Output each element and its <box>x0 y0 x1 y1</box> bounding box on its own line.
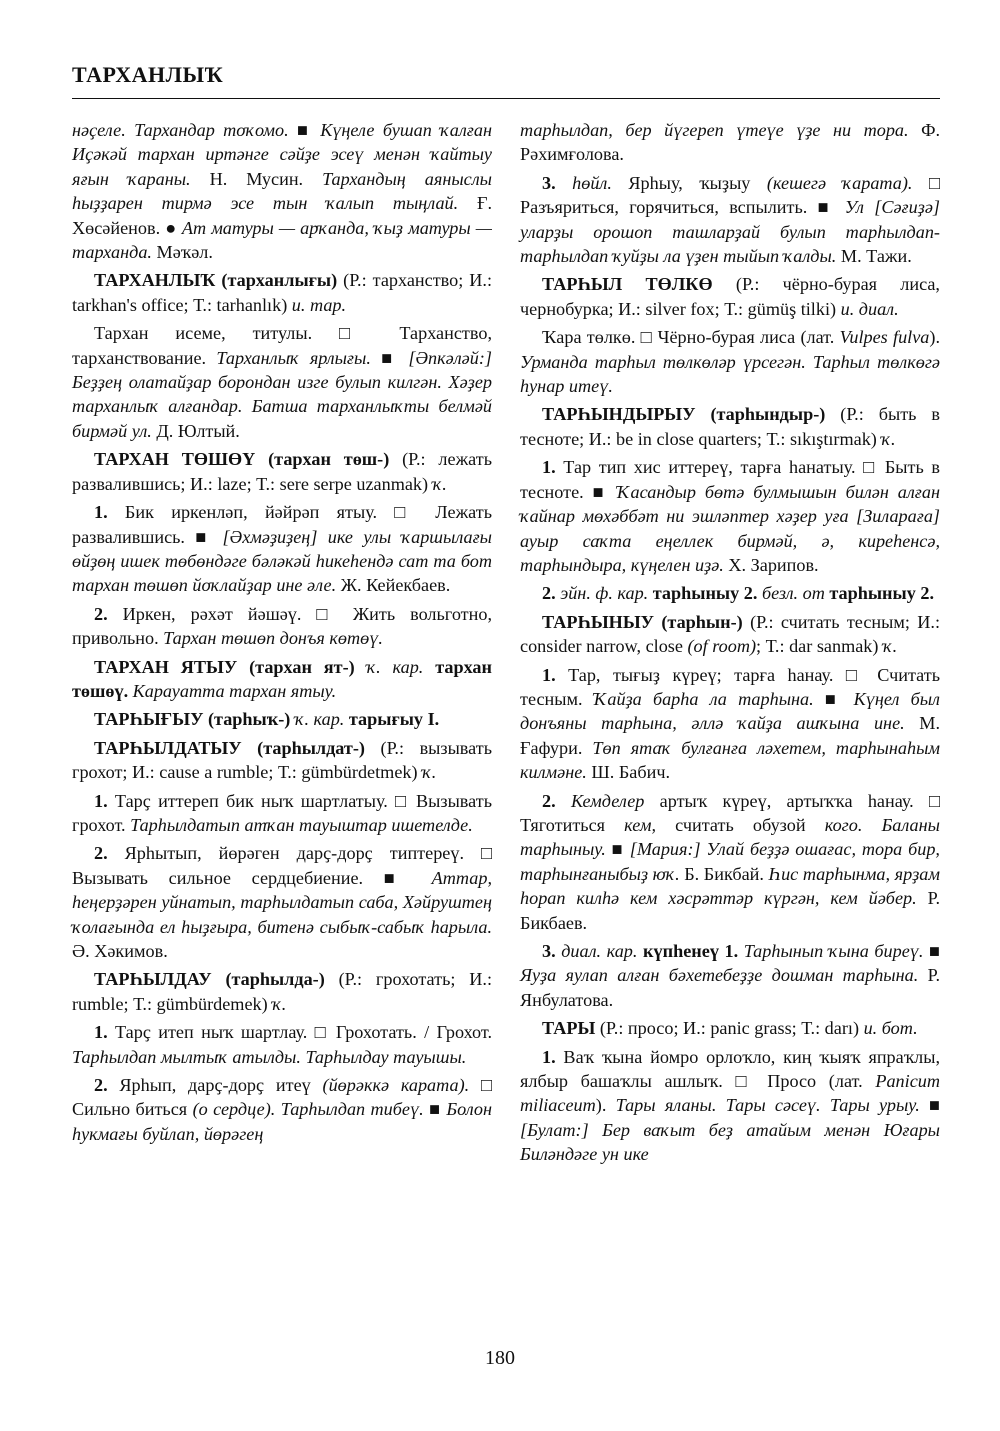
entry-paragraph: тарһылдап, бер йүгереп үтеүе үҙе ни тора. Ф. Рәхимғолова. <box>520 120 940 165</box>
entry-paragraph: ТАРҺЫНДЫРЫУ (тарһындыр-) (Р.: быть в тесноте; И.: be in close quarters; Т.: sıkıştırmak) ҡ. <box>520 404 940 449</box>
entry-paragraph: ТАРҺЫЛ ТӨЛКӨ (Р.: чёрно-бурая лиса, чернобурка; И.: silver fox; Т.: gümüş tilki) и. диал. <box>520 274 940 319</box>
entry-paragraph: ТАРХАНЛЫҠ (тарханлығы) (Р.: тарханство; И.: tarkhan's office; Т.: tarhanlık) и. тар. <box>72 270 493 315</box>
page-number: 180 <box>485 1347 515 1369</box>
entry-paragraph: 1. Тар тип хис иттереү, тарға һанатыу. □ Быть в тесноте. ■ Ҡасандыр бөтә булмышын билән алған ҡайнар мөхәббәт ни эшләптер хәҙер уға [Зилараға] ауыр саҡта еңеллек бирмәй, ә, киреһенсә, тарһындыра, күңелен иҙә. Х. Зарипов. <box>520 457 941 575</box>
entry-paragraph: 1. Бик иркенләп, йәйрәп ятыу. □ Лежать развалившись. ■ [Әхмәҙиҙең] ике улы ҡаршылағы өйҙөң ишек төбөндәге бәләкәй һикеһендә сат та бот тархан төшөп йоҡлайҙар ине әле. Ж. Кейекбаев. <box>72 502 493 596</box>
entry-paragraph: Ҡара төлкө. □ Чёрно-бурая лиса (лат. Vulpes fulva). Урманда тарһыл төлкөләр үрсегән. Тарһыл төлкөгә һунар итеү. <box>520 327 940 397</box>
entry-paragraph: Тархан исеме, титулы. □ Тарханство, тарханствование. Тарханлыҡ ярлығы. ■ [Әпкәләй:] Беҙҙең олатайҙар борондан изге булып килгән. Хәҙер тарханлыҡ алғандар. Батша тарханлыҡты белмәй бирмәй ул. Д. Юлтый. <box>72 323 492 441</box>
entry-paragraph: 1. Тарҫ итеп ныҡ шартлау. □ Грохотать. / Грохот. Тарһылдап мылтыҡ атылды. Тарһылдау тауышы. <box>72 1022 492 1067</box>
entry-paragraph: ТАРҺЫНЫУ (тарһын-) (Р.: считать тесным; И.: consider narrow, close (of room); Т.: dar sanmak) ҡ. <box>520 611 941 657</box>
entry-paragraph: 3. һөйл. Ярһыу, ҡыҙыу (кешегә ҡарата). □ Разъяриться, горячиться, вспылить. ■ Ул [Сәғиҙә] уларҙы орошоп ташларҙай булып тарһылдап-тарһылдап ҡуйҙы ла үҙен тыйып ҡалды. М. Тажи. <box>520 172 940 267</box>
entry-paragraph: ТАРХАН ЯТЫУ (тархан ят-) ҡ. кар. тархан төшөү. Карауатта тархан ятыу. <box>72 656 493 701</box>
header-rule <box>72 98 940 99</box>
entry-paragraph: 1. Тар, тығыҙ күреү; тарға һанау. □ Считать тесным. Ҡайҙа барһа ла тарһына. ■ Күңел был донъяны тарһына, әллә ҡайҙа ашҡына ине. М. Ғафури. Төп ятаҡ булғанға ләхетем, тарһынаһым килмәне. Ш. Бабич. <box>520 664 940 783</box>
entry-paragraph: 1. Ваҡ ҡына йомро орлоҡло, киң ҡыяҡ япраҡлы, ялбыр башаҡлы ашлыҡ. □ Просо (лат. Panicum miliaceum). Тары яланы. Тары сәсеү. Тары урыу. ■ [Булат:] Бер ваҡыт беҙ атайым менән Юғары Биләндәге ун ике <box>520 1046 940 1165</box>
entry-paragraph: 1. Тарҫ иттереп бик ныҡ шартлатыу. □ Вызывать грохот. Тарһылдатып атҡан тауыштар ишетелде. <box>72 790 492 835</box>
entry-paragraph: ТАРҺЫҒЫУ (тарһыҡ-) ҡ. кар. тарығыу I. <box>94 709 440 730</box>
running-head: ТАРХАНЛЫҠ <box>72 62 224 87</box>
entry-paragraph: ТАРҺЫЛДАТЫУ (тарһылдат-) (Р.: вызывать грохот; И.: cause a rumble; Т.: gümbürdetmek) ҡ. <box>72 737 492 783</box>
right-column <box>520 118 940 1171</box>
entry-paragraph: 2. Ярһып, дарҫ-дорҫ итеү (йөрәккә карата). □ Сильно биться (о сердце). Тарһылдап тибеү. ■ Болон һукмағы буйлап, йөрәгең <box>72 1075 492 1144</box>
entry-paragraph: ТАРХАН ТӨШӨҮ (тархан төш-) (Р.: лежать развалившись; И.: laze; Т.: sere serpe uzanmak) ҡ. <box>72 449 492 494</box>
entry-paragraph: 2. Ярһытып, йөрәген дарҫ-дорҫ типтереү. □ Вызывать сильное сердцебиение. ■ Аттар, һеңерҙәрен уйнатып, тарһылдатып саба, Хәйруштең ҡолағында ел һыҙғыра, битенә сыбыҡ-сабыҡ һарыла. Ә. Хәкимов. <box>72 843 492 961</box>
entry-paragraph: ТАРЫ (Р.: просо; И.: panic grass; Т.: darı) и. бот. <box>542 1018 918 1039</box>
entry-paragraph: 3. диал. кар. күпһенеү 1. Тарһынып ҡына биреү. ■ Яуҙа яулап алған бәхетебеҙҙе дошман тарһына. Р. Янбулатова. <box>520 941 940 1010</box>
entry-paragraph: ТАРҺЫЛДАУ (тарһылда-) (Р.: грохотать; И.: rumble; Т.: gümbürdemek) ҡ. <box>72 969 492 1014</box>
left-column <box>72 118 492 1150</box>
entry-paragraph: 2. Иркен, рәхәт йәшәү. □ Жить вольготно, привольно. Тархан төшөп донъя көтөү. <box>72 603 492 649</box>
entry-paragraph: 2. Кемделер артыҡ күреү, артыҡҡа һанау. □ Тяготиться кем, считать обузой кого. Баланы тарһыныу. ■ [Мария:] Улай беҙҙә ошағас, тора бир, тарһынғаныбыҙ юҡ. Б. Бикбай. Һис тарһынма, ярҙам һорап килһә кем хәсрәттәр күргән, кем йәбер. Р. Бикбаев. <box>520 790 941 933</box>
entry-paragraph: 2. эйн. ф. кар. тарһыныу 2. безл. от тарһыныу 2. <box>542 583 935 604</box>
entry-paragraph: нәҫеле. Тархандар тоҡомо. ■ Күңеле бушап ҡалған Иҫәкәй тархан иртәнге сәйҙе эсеү менән ҡайтыу яғын ҡараны. Н. Мусин. Тархандың аяныслы һыҙҙарен тирмә эсе тын ҡалып тыңлай. Ғ. Хөсәйенов. ● Ат матуры — арҡанда, ҡыҙ матуры — тарханда. Мәҡәл. <box>72 120 492 263</box>
